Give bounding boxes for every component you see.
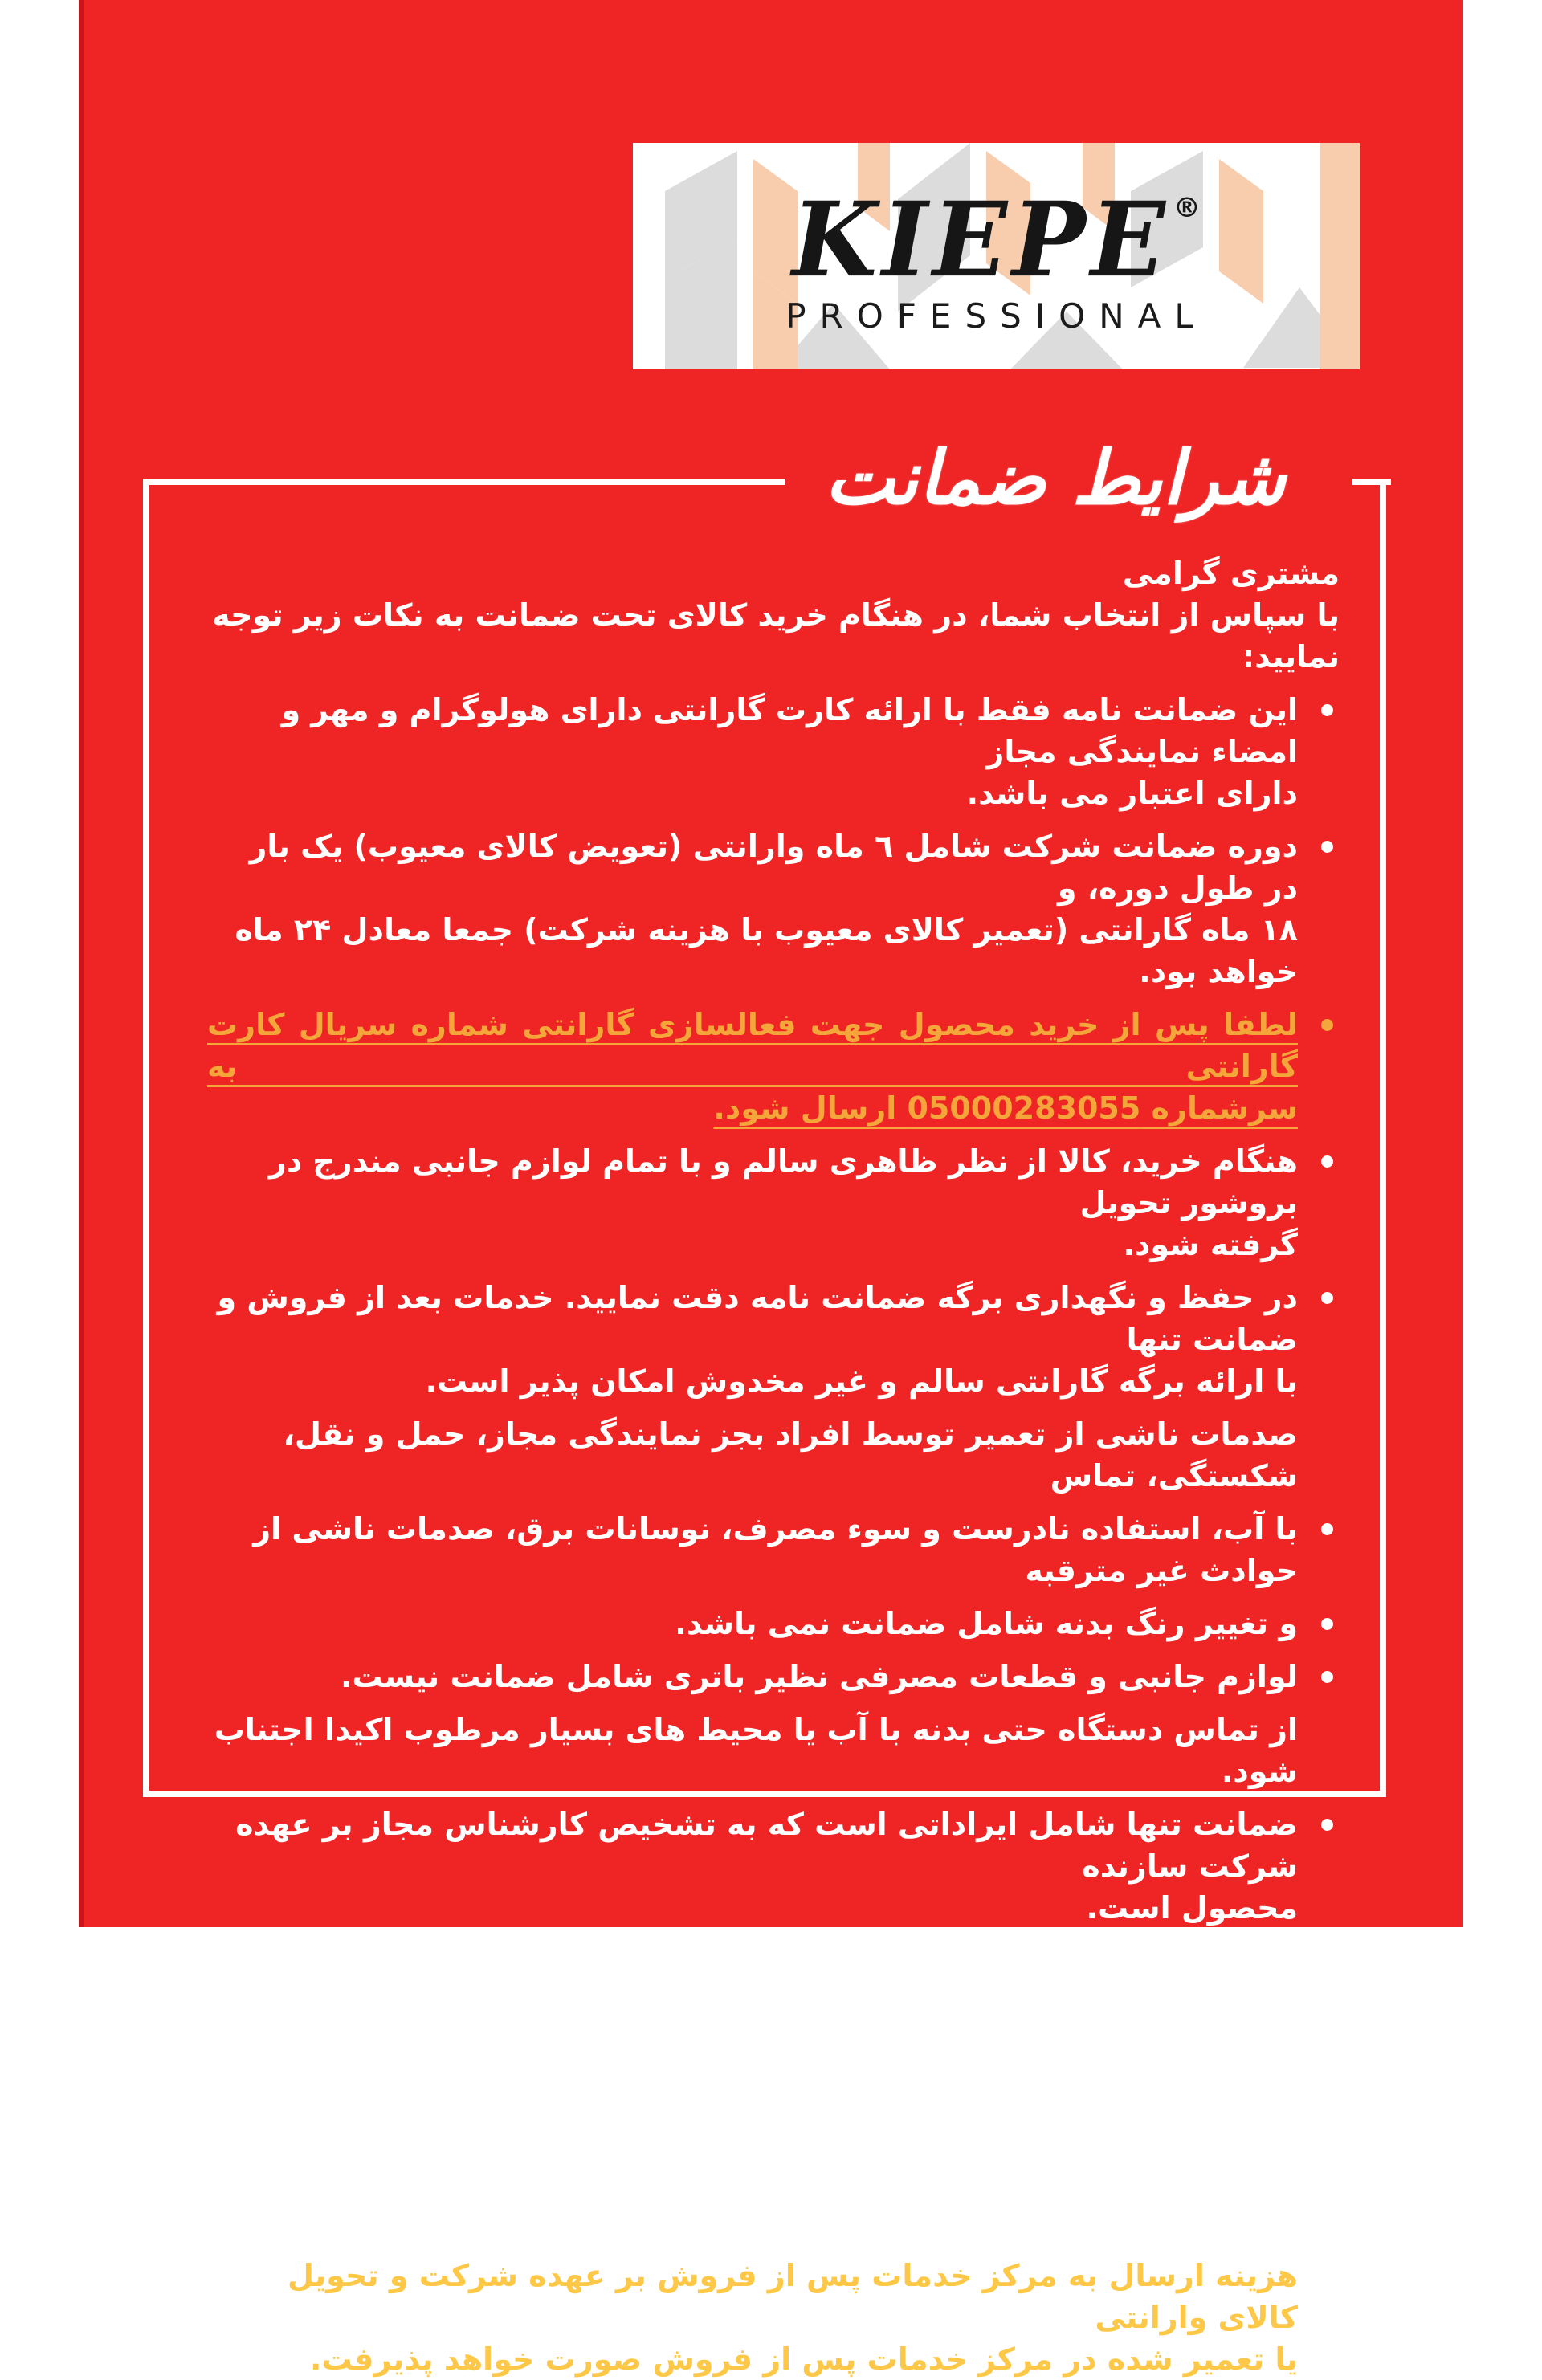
warranty-line-text: گرفته شود.: [1123, 1227, 1298, 1262]
warranty-line: [207, 1603, 1340, 1644]
warranty-line-text: از تماس دستگاه حتی بدنه با آب یا محیط های بسیار مرطوب اکیدا اجتناب شود.: [214, 1712, 1298, 1789]
warranty-line-text: سرشماره 05000283055 ارسال شود.: [713, 1090, 1298, 1126]
warranty-line-text: برای استفاده از خدمات در طول مدت ضمانت، دستگاه معیوب به همراه تاریخ فاکتور: [249, 2080, 1298, 2157]
warranty-line: [207, 1087, 1340, 1129]
bullet-dot-icon: [1321, 1955, 1333, 1967]
warranty-line-text: دارای اعتبار می باشد.: [966, 776, 1298, 811]
bullet-dot-icon: [1321, 1671, 1333, 1683]
warranty-line: [207, 2338, 1340, 2380]
warranty-line-text: و تغییر رنگ بدنه شامل ضمانت نمی باشد.: [675, 1606, 1298, 1641]
warranty-line: [207, 1140, 1340, 1224]
warranty-line: [207, 2255, 1340, 2338]
warranty-line-text: این ضمانت نامه فقط با ارائه کارت گارانتی دارای هولوگرام و مهر و امضاء نمایندگی مجاز: [281, 692, 1298, 769]
warranty-line-text: مشتری گرامی: [1122, 556, 1340, 591]
warranty-line: [207, 1004, 1340, 1087]
warranty-line-text: با آب، استفاده نادرست و سوء مصرف، نوسانات برق، صدمات ناشی از حوادث غیر مترقبه: [253, 1511, 1298, 1588]
brand-wordmark: KIEPE: [792, 177, 1170, 300]
warranty-line-text: با سپاس از انتخاب شما، در هنگام خرید کالای تحت ضمانت به نکات زیر توجه نمایید:: [212, 597, 1340, 674]
warranty-card-page: [79, 0, 1463, 2377]
warranty-line: [207, 2076, 1340, 2160]
warranty-line: [207, 1508, 1340, 1591]
warranty-line: [207, 825, 1340, 909]
bullet-dot-icon: [1321, 2270, 1333, 2282]
bullet-dot-icon: [1321, 1819, 1333, 1831]
warranty-line-text: در حفظ و نگهداری برگه ضمانت نامه دقت نمایید. خدمات بعد از فروش و ضمانت تنها: [217, 1280, 1298, 1357]
bullet-dot-icon: [1321, 1292, 1333, 1304]
warranty-line: [207, 1277, 1340, 1360]
bullet-dot-icon: [1321, 841, 1333, 853]
warranty-line: [207, 1360, 1340, 1402]
page-title: شرایط ضمانت: [825, 434, 1286, 521]
warranty-line-text: سایت و تلفن های شرکت که در پایین برگه ذکر شده مراجعه نمود.: [320, 2027, 1298, 2062]
warranty-line: [207, 594, 1340, 678]
warranty-line: [207, 1413, 1340, 1497]
warranty-line-text: یا تعمیر شده در مرکز خدمات پس از فروش صورت خواهد پذیرفت.: [309, 2341, 1298, 2377]
warranty-line: [207, 1940, 1340, 2023]
warranty-line-text: محصول است.: [1086, 1890, 1298, 1926]
bullet-dot-icon: [1321, 1618, 1333, 1630]
registered-trademark-icon: ®: [1173, 191, 1201, 224]
warranty-line: [207, 1887, 1340, 1929]
warranty-terms-list: [143, 479, 1386, 2377]
warranty-line: [207, 1709, 1340, 1792]
warranty-line-text: هزینه ارسال به مرکز خدمات پس از فروش بر عهده شرکت و تحویل کالای وارانتی: [287, 2258, 1298, 2335]
warranty-line: [207, 2160, 1340, 2243]
brand-logo-box: [633, 143, 1360, 369]
warranty-line: [207, 1656, 1340, 1697]
warranty-line-text: هنگام خرید، کالا از نظر ظاهری سالم و با تمام لوازم جانبی مندرج در بروشور تحویل: [268, 1143, 1298, 1221]
warranty-line: [207, 1803, 1340, 1887]
warranty-line: [207, 1224, 1340, 1265]
warranty-line-text: لطفا پس از خرید محصول جهت فعالسازی گارانتی شماره سریال کارت گارانتی به: [207, 1007, 1298, 1084]
logo-lockup: [633, 143, 1360, 369]
warranty-line-text: برای کسب اطلاعات بیشتر در مورد محصول خریداری شده و شرایط ضمانت می توان به: [294, 1943, 1298, 2020]
warranty-line-text: دوره ضمانت شرکت شامل ٦ ماه وارانتی (تعویض کالای معیوب) یک بار در طول دوره، و: [249, 829, 1298, 906]
warranty-line: [207, 909, 1340, 992]
warranty-line-text: ضمانت تنها شامل ایراداتی است که به تشخیص کارشناس مجاز بر عهده شرکت سازنده: [235, 1807, 1298, 1884]
bullet-dot-icon: [1321, 1019, 1333, 1031]
warranty-line-text: صدمات ناشی از تعمیر توسط افراد بجز نمایندگی مجاز، حمل و نقل، شکستگی، تماس: [283, 1416, 1298, 1494]
bullet-dot-icon: [1321, 2092, 1333, 2104]
warranty-line-text: با ارائه برگه گارانتی سالم و غیر مخدوش امکان پذیر است.: [425, 1363, 1298, 1399]
warranty-line: [207, 552, 1340, 594]
warranty-line-text: ۱۸ ماه گارانتی (تعمیر کالای معیوب با هزینه شرکت) جمعا معادل ۲۴ ماه خواهد بود.: [235, 912, 1298, 989]
warranty-line: [207, 772, 1340, 814]
warranty-line: [207, 689, 1340, 772]
warranty-line: [207, 2023, 1340, 2065]
brand-subtitle: PROFESSIONAL: [785, 295, 1207, 336]
bullet-dot-icon: [1321, 704, 1333, 716]
bullet-dot-icon: [1321, 1523, 1333, 1535]
bullet-dot-icon: [1321, 1155, 1333, 1168]
warranty-line-text: لوازم جانبی و قطعات مصرفی نظیر باتری شامل ضمانت نیست.: [340, 1659, 1298, 1694]
warranty-line-text: خرید و ضمانت نامه معتبر مهر شده به مرکز خدمات پس از فروش ارسال گردد.: [217, 2163, 1298, 2240]
